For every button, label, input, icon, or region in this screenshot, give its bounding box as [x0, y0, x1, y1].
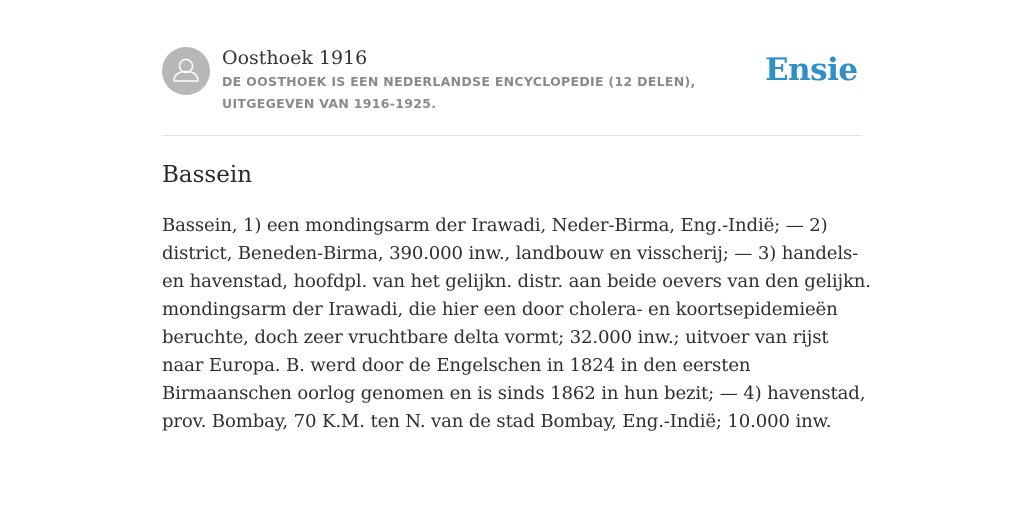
entry-title: Bassein	[162, 162, 253, 188]
user-avatar-icon	[162, 47, 210, 95]
source-description: DE OOSTHOEK IS EEN NEDERLANDSE ENCYCLOPEDIE (12 DELEN), UITGEGEVEN VAN 1916-1925.	[222, 74, 696, 111]
entry-body: Bassein, 1) een mondingsarm der Irawadi, Neder-Birma, Eng.-Indië; — 2) district, Beneden-Birma, 390.000 inw., landbouw en visscherij; — 3) handels-en havenstad, hoofdpl. van het gelijkn. distr. aan beide oevers van den gelijkn. mondingsarm der Irawadi, die hier een door cholera- en koortsepidemieën beruchte, doch zeer vruchtbare delta vormt; 32.000 inw.; uitvoer van rijst naar Europa. B. werd door de Engelschen in 1824 in den eersten Birmaanschen oorlog genomen en is sinds 1862 in hun bezit; — 4) havenstad, prov. Bombay, 70 K.M. ten N. van de stad Bombay, Eng.-Indië; 10.000 inw.	[162, 215, 871, 432]
person-outline-icon	[162, 47, 210, 95]
brand-logo[interactable]: Ensie	[765, 52, 858, 88]
source-header	[162, 44, 862, 136]
source-title[interactable]: Oosthoek 1916	[222, 47, 368, 69]
